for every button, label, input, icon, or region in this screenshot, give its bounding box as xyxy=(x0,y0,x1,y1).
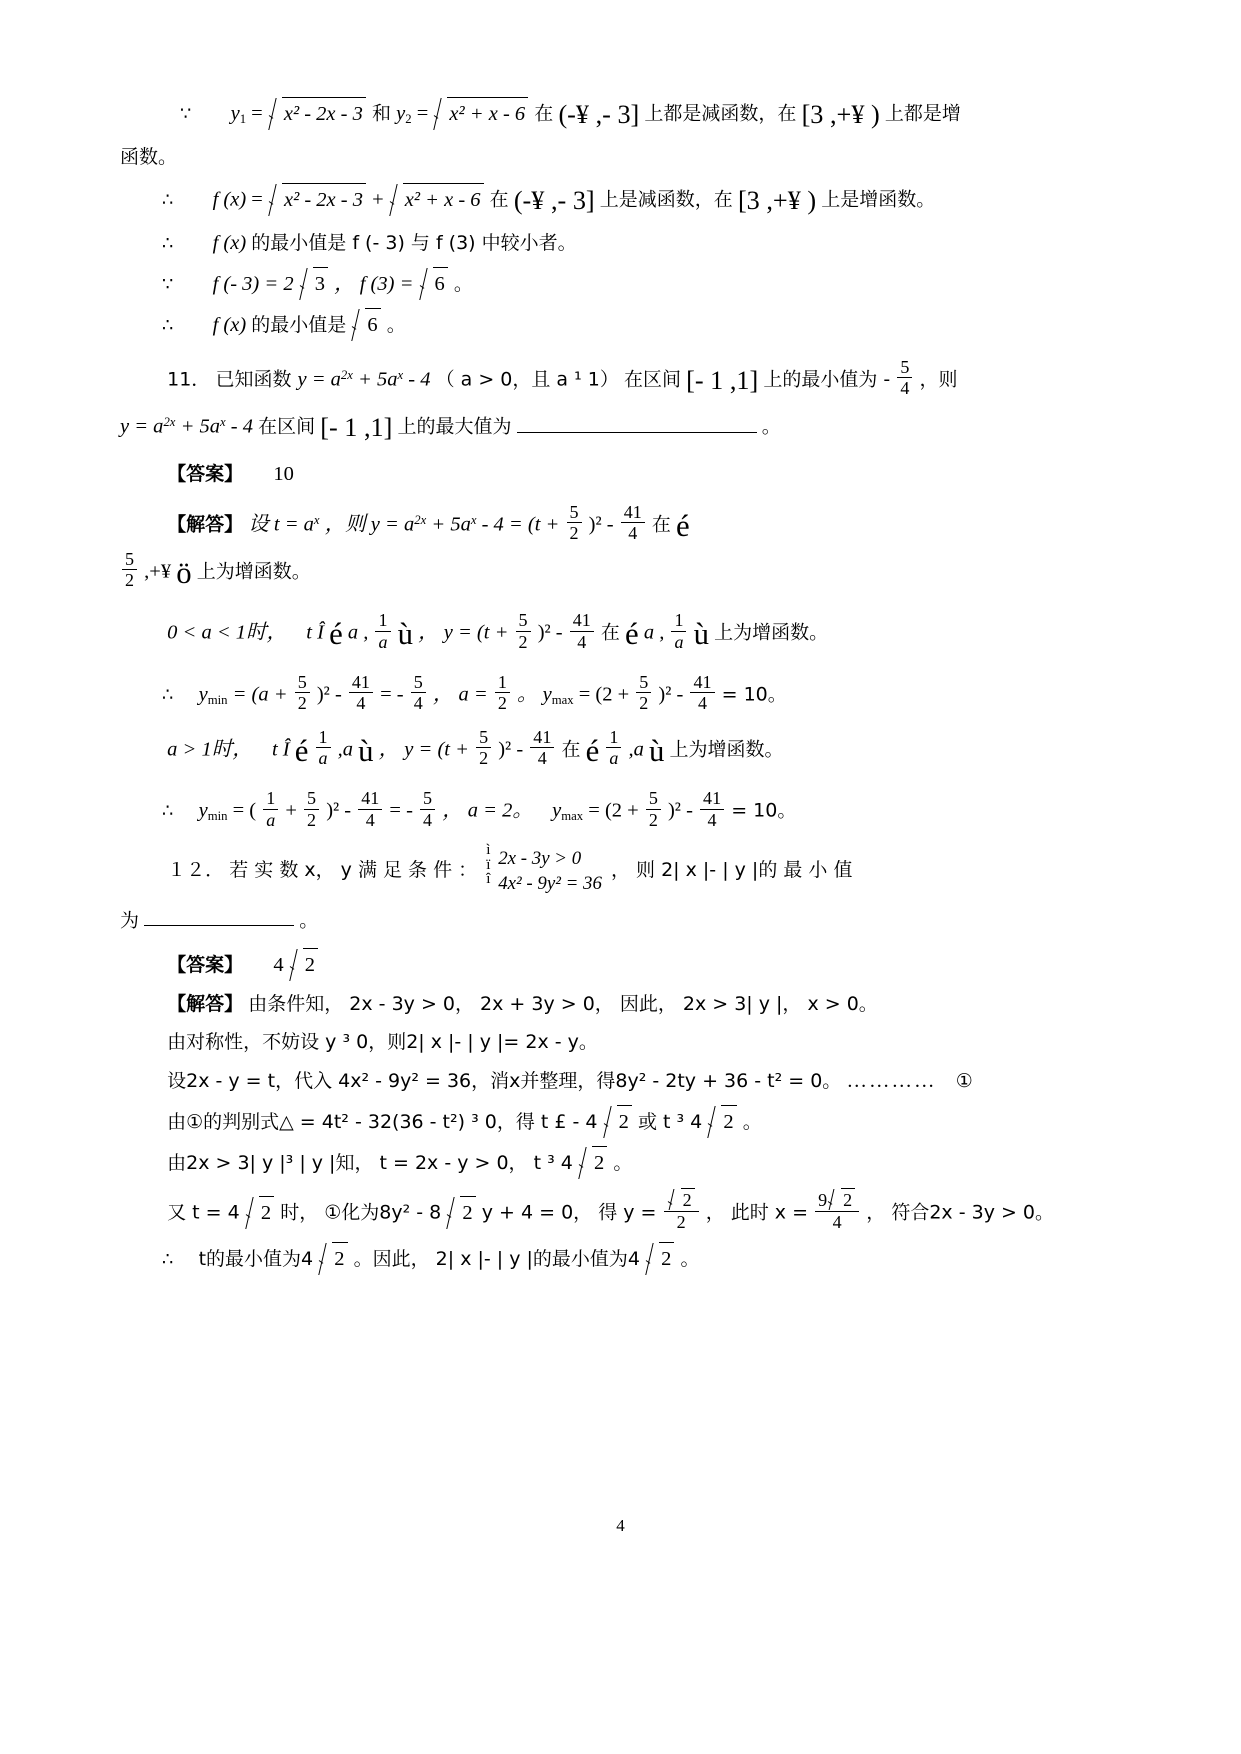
s3-f3d: 4 xyxy=(411,692,426,713)
s4-f1d: 2 xyxy=(476,747,491,768)
text-and: 和 xyxy=(371,102,391,125)
sol11-bracket-open: é xyxy=(676,509,690,544)
fx-3: f (x) xyxy=(212,313,247,336)
s2-a: 0 < a < 1时， xyxy=(167,622,288,645)
sol12-line-4-c: 。 xyxy=(742,1110,762,1133)
radical-12 xyxy=(246,1196,274,1229)
s4-c: ， y = (t + xyxy=(378,738,469,761)
s4-bracket-close: ù xyxy=(358,734,374,769)
sol11-b: ，则 y = a xyxy=(324,513,415,536)
s2-frac-1 xyxy=(516,610,531,651)
s3-f6n: 41 xyxy=(693,671,712,692)
radicand-8: 2 xyxy=(303,948,318,981)
interval-4: [3 ,+¥ ) xyxy=(737,186,817,216)
s5-frac-3 xyxy=(420,788,435,829)
therefore-symbol-2: ∴ xyxy=(162,233,174,255)
radical-9 xyxy=(604,1105,632,1138)
q11-answer-blank[interactable] xyxy=(517,411,757,433)
s5-frac-0 xyxy=(263,788,278,829)
q12-text-1: 若 实 数 x， y 满 足 条 件 ： xyxy=(229,858,478,881)
sub-2: 2 xyxy=(405,112,412,127)
s3-c: )² - xyxy=(316,683,342,706)
sol12-line-5-b: 。 xyxy=(613,1151,633,1174)
var-y2: y xyxy=(396,102,406,125)
s4-b: t Î xyxy=(271,738,290,761)
s3-frac-4 xyxy=(495,672,510,713)
solution-11-line-2 xyxy=(120,610,1121,657)
s3-frac-2 xyxy=(349,672,373,713)
s5-f2d: 4 xyxy=(358,809,382,830)
s4-f: 上为增函数。 xyxy=(669,738,784,761)
radicand-13: 2 xyxy=(460,1196,475,1229)
q11-text-2: 在区间 xyxy=(623,368,681,391)
s3-e: ， a = xyxy=(432,683,488,706)
radical-1 xyxy=(269,97,366,130)
sol11-frac-3 xyxy=(122,549,137,590)
q11b-text-2: 上的最大值为 xyxy=(397,415,512,438)
sol11-f: 在 xyxy=(651,513,671,536)
s3-f: 。 y xyxy=(516,683,552,706)
answer-12 xyxy=(120,948,1121,981)
question-12-line-1 xyxy=(120,846,1121,897)
s5-g: y xyxy=(552,799,562,822)
radical-2 xyxy=(434,97,528,130)
s2-b: t Î xyxy=(306,622,324,645)
radical-10 xyxy=(708,1105,736,1138)
interval-3: (-¥ ,- 3] xyxy=(513,186,595,216)
therefore-symbol-5: ∴ xyxy=(162,800,174,822)
radicand-11: 2 xyxy=(592,1146,607,1179)
s5-j: = 10。 xyxy=(731,799,797,822)
s5-f5n: 5 xyxy=(648,788,658,809)
s5-f: ， a = 2。 xyxy=(442,799,533,822)
s2-f2d: 4 xyxy=(570,631,594,652)
radical-6 xyxy=(420,267,448,300)
s4-in2: ,a xyxy=(337,738,354,761)
solution-11-label: 【解答】 xyxy=(167,513,244,536)
radicand-12: 2 xyxy=(259,1196,274,1229)
s5-frac-5 xyxy=(646,788,661,829)
s5-h: = (2 + xyxy=(588,799,639,822)
s3-a: y xyxy=(198,683,208,706)
s5-f1n: 5 xyxy=(307,788,317,809)
answer-11-label: 【答案】 xyxy=(167,463,244,486)
q12-sys-row-1: ì ï î 2x - 3y > 0 xyxy=(498,847,582,869)
therefore-symbol-1: ∴ xyxy=(162,189,174,211)
proof-line-3 xyxy=(120,181,1121,220)
q11b-period: 。 xyxy=(761,415,781,438)
q12-sys-row-2: 4x² - 9y² = 36 xyxy=(498,873,602,895)
sol11-bracket-close: ö xyxy=(176,556,192,591)
s4-in1d: a xyxy=(316,747,331,768)
equals-1: = xyxy=(251,102,263,125)
sol11-frac-2 xyxy=(621,502,645,543)
solution-12-line-6 xyxy=(120,1188,1121,1231)
period-1: 。 xyxy=(453,273,473,296)
sol12-line-2-text: 由对称性，不妨设 y ³ 0，则2| x |- | y |= 2x - y。 xyxy=(167,1031,598,1054)
solution-12-line-7 xyxy=(120,1242,1121,1275)
text-increasing-2: 上是增函数。 xyxy=(821,188,936,211)
s5-c: + xyxy=(285,799,297,822)
s3-f1d: 2 xyxy=(295,692,310,713)
sol12-frac-2 xyxy=(815,1188,859,1231)
solution-12-line-1 xyxy=(120,989,1121,1020)
answer-12-value: 4 xyxy=(273,953,284,976)
radicand-16: 2 xyxy=(332,1242,347,1275)
radicand-5: 3 xyxy=(313,267,328,300)
sol11-c: + 5a xyxy=(431,513,471,536)
s4-f2n: 41 xyxy=(533,727,552,748)
sol11-asup: x xyxy=(313,513,320,528)
sol12-dots: ………… xyxy=(846,1070,937,1093)
solution-11-line-4 xyxy=(120,727,1121,774)
q11b-expr-1: y = a xyxy=(120,415,164,438)
fx-1: f (x) xyxy=(212,188,247,211)
proof-line-2 xyxy=(120,142,1121,173)
radical-7 xyxy=(352,308,380,341)
fx-2: f (x) xyxy=(212,232,247,255)
sol12-line-6-a: 又 t = 4 xyxy=(167,1201,240,1224)
q11-interval: [- 1 ,1] xyxy=(686,365,759,395)
s5-f3d: 4 xyxy=(420,809,435,830)
s4-frac-1 xyxy=(476,727,491,768)
s4-e: 在 xyxy=(561,738,581,761)
text-decreasing-1: 上都是减函数，在 xyxy=(644,102,797,125)
s5-frac-6 xyxy=(700,788,724,829)
radical-16 xyxy=(319,1242,347,1275)
s2-bracket-open: é xyxy=(329,617,343,652)
s5-sub: min xyxy=(207,809,228,824)
sol12-line-4-a: 由①的判别式△ = 4t² - 32(36 - t²) ³ 0，得 t £ - 4 xyxy=(167,1110,598,1133)
q11-condition: （ a > 0，且 a ¹ 1） xyxy=(435,368,619,391)
equals-2: = xyxy=(416,102,429,125)
s2-bracket-open-2: é xyxy=(625,617,639,652)
sol11-f2d: 4 xyxy=(621,522,645,543)
question-11-number: 11． xyxy=(167,368,211,391)
solution-12-line-2 xyxy=(120,1027,1121,1058)
radical-13 xyxy=(447,1196,475,1229)
because-symbol: ∵ xyxy=(180,103,192,125)
plus-1: + xyxy=(372,188,384,211)
s2-f1d: 2 xyxy=(516,631,531,652)
sol12-line-5-a: 由2x > 3| y |³ | y |知， t = 2x - y > 0， t ³ 4 xyxy=(167,1151,573,1174)
s3-f5d: 2 xyxy=(636,692,651,713)
s3-f2d: 4 xyxy=(349,692,373,713)
s4-in2b: ,a xyxy=(628,738,644,761)
q11-text-3: 上的最小值为 - xyxy=(763,368,891,391)
s4-bracket-open-2: é xyxy=(585,734,600,769)
interval-2: [3 ,+¥ ) xyxy=(801,100,880,129)
s3-f6d: 4 xyxy=(690,692,714,713)
sol11-int-n: 5 xyxy=(125,549,135,570)
solution-12-line-3 xyxy=(120,1066,1121,1097)
s2-in1b: a , xyxy=(643,622,665,645)
sol11-d: - 4 = (t + xyxy=(481,513,560,536)
question-11-line-1 xyxy=(120,357,1121,400)
s2-f: 上为增函数。 xyxy=(714,622,829,645)
s4-d: )² - xyxy=(498,738,524,761)
s3-h: )² - xyxy=(658,683,684,706)
sol11-int-tail: ,+¥ xyxy=(144,560,172,583)
page-number: 4 xyxy=(616,1516,625,1535)
therefore-symbol-6: ∴ xyxy=(162,1248,174,1270)
radicand-6: 6 xyxy=(433,267,448,300)
s2-frac-inv-2 xyxy=(671,610,686,651)
radical-8 xyxy=(290,948,318,981)
q11-frac-num: 5 xyxy=(900,356,910,377)
answer-11-value: 10 xyxy=(273,463,294,486)
s3-d: = - xyxy=(380,683,404,706)
radical-15 xyxy=(828,1188,855,1210)
s5-i: )² - xyxy=(667,799,693,822)
radicand-1: x² - 2x - 3 xyxy=(282,97,366,130)
s3-f3n: 5 xyxy=(413,671,423,692)
s3-f4d: 2 xyxy=(495,692,510,713)
s3-frac-1 xyxy=(295,672,310,713)
radicand-4: x² + x - 6 xyxy=(403,183,484,216)
sol11-int-d: 2 xyxy=(122,569,137,590)
sol11-f2n: 41 xyxy=(623,502,642,523)
sol12-line-7-a: t的最小值为4 xyxy=(198,1247,314,1270)
q11-expr-2: + 5a xyxy=(358,368,398,391)
q11b-interval: [- 1 ,1] xyxy=(320,412,393,442)
sol12-line-6-d: ， 此时 x = xyxy=(705,1201,809,1224)
s5-f0d: a xyxy=(263,809,278,830)
proof-line-1 xyxy=(120,95,1121,134)
solution-12-line-4 xyxy=(120,1105,1121,1138)
sol11-f1d: 2 xyxy=(567,522,582,543)
s2-in2db: a xyxy=(671,631,686,652)
therefore-symbol-3: ∴ xyxy=(162,314,174,336)
question-12-line-2 xyxy=(120,905,1121,936)
therefore-symbol-4: ∴ xyxy=(162,684,174,706)
s5-f1d: 2 xyxy=(304,809,319,830)
s5-b: = ( xyxy=(232,799,257,822)
sol12-frac-2-coef: 9 xyxy=(818,1190,828,1211)
q12-text-3: 为 xyxy=(120,909,140,932)
question-12-number: １２． xyxy=(167,858,225,881)
q11-fraction xyxy=(897,357,912,398)
sol12-line-7-b: 。因此， 2| x |- | y |的最小值为4 xyxy=(353,1247,640,1270)
f-3: ， f (3) = xyxy=(334,273,414,296)
s2-f2n: 41 xyxy=(572,610,591,631)
solution-11-line-3 xyxy=(120,672,1121,713)
sub-1: 1 xyxy=(239,112,247,127)
solution-11-line-1 xyxy=(120,502,1121,596)
solution-12-line-5 xyxy=(120,1146,1121,1179)
s2-f1n: 5 xyxy=(518,610,528,631)
s5-d: )² - xyxy=(326,799,352,822)
q11-text-4: ，则 xyxy=(919,368,958,391)
interval-1: (-¥ ,- 3] xyxy=(558,100,640,129)
sol12-frac-2-den: 4 xyxy=(815,1211,859,1232)
period-2: 。 xyxy=(386,313,406,336)
q11b-text-1: 在区间 xyxy=(258,415,316,438)
text-increasing-1: 上都是增 xyxy=(884,102,961,125)
s4-in1db: a xyxy=(606,747,621,768)
radicand-17: 2 xyxy=(659,1242,674,1275)
s4-in1nb: 1 xyxy=(609,727,619,748)
text-min-is: 的最小值是 xyxy=(251,313,347,336)
s3-sub2: max xyxy=(551,692,574,707)
s4-f1n: 5 xyxy=(479,727,489,748)
q12-system xyxy=(486,846,602,897)
radical-14 xyxy=(668,1188,695,1210)
var-y1: y xyxy=(230,102,240,125)
s5-f6d: 4 xyxy=(700,809,724,830)
radicand-7: 6 xyxy=(365,308,380,341)
q12-text-2: ， 则 2| x |- | y |的 最 小 值 xyxy=(611,858,853,881)
s2-bracket-close: ù xyxy=(397,617,413,652)
solution-12-label: 【解答】 xyxy=(167,992,244,1015)
sol11-f1n: 5 xyxy=(569,502,579,523)
radical-17 xyxy=(646,1242,674,1275)
solution-11-line-5 xyxy=(120,788,1121,829)
s4-bracket-open: é xyxy=(294,734,309,769)
text-zai-2: 在 xyxy=(489,188,509,211)
s2-in2nb: 1 xyxy=(674,610,684,631)
sol12-frac-1-num xyxy=(664,1188,699,1210)
sol12-line-6-c: y + 4 = 0， 得 y = xyxy=(481,1201,657,1224)
text-decreasing-2: 上是减函数，在 xyxy=(599,188,733,211)
s3-b: = (a + xyxy=(232,683,288,706)
s4-f2d: 4 xyxy=(530,747,554,768)
radical-3 xyxy=(269,183,366,216)
q11b-expr-3: - 4 xyxy=(230,415,253,438)
s5-frac-1 xyxy=(304,788,319,829)
sol12-line-6-b: 时， ①化为8y² - 8 xyxy=(280,1201,442,1224)
s5-frac-2 xyxy=(358,788,382,829)
radicand-15: 2 xyxy=(841,1188,855,1210)
s4-bracket-close-2: ù xyxy=(649,734,665,769)
proof-line-6 xyxy=(120,308,1121,341)
q12-period: 。 xyxy=(299,909,319,932)
s3-f1n: 5 xyxy=(297,671,307,692)
sol12-line-6-e: ， 符合2x - 3y > 0。 xyxy=(866,1201,1055,1224)
s3-f4n: 1 xyxy=(497,671,507,692)
answer-11 xyxy=(120,459,1121,490)
radicand-3: x² - 2x - 3 xyxy=(282,183,366,216)
s2-in1: a , xyxy=(347,622,369,645)
q11-sup-2: x xyxy=(397,367,404,382)
q11-expr-3: - 4 xyxy=(408,368,431,391)
s4-in1n: 1 xyxy=(318,727,328,748)
because-symbol-2: ∵ xyxy=(162,274,174,296)
q11b-sup-2: x xyxy=(220,414,226,429)
s2-e: 在 xyxy=(600,622,620,645)
s4-frac-inv xyxy=(316,727,331,768)
s4-frac-2 xyxy=(530,727,554,768)
s5-f5d: 2 xyxy=(646,809,661,830)
s3-frac-5 xyxy=(636,672,651,713)
sol12-line-3-text: 设2x - y = t，代入 4x² - 9y² = 36，消x并整理，得8y² - 2ty + 36 - t² = 0。 xyxy=(167,1070,842,1093)
text-min-smaller: 的最小值是 f (- 3) 与 f (3) 中较小者。 xyxy=(251,232,577,255)
sol12-line-1-text: 由条件知， 2x - 3y > 0， 2x + 3y > 0， 因此， 2x > 3| y |， x > 0。 xyxy=(248,992,878,1015)
s2-d: )² - xyxy=(537,622,563,645)
equals-3: = xyxy=(251,188,263,211)
sol12-line-7-c: 。 xyxy=(680,1247,700,1270)
proof-line-4 xyxy=(120,228,1121,259)
q11-sup-1: 2x xyxy=(340,367,353,382)
q11b-sup-1: 2x xyxy=(163,414,176,429)
s3-i: = 10。 xyxy=(721,683,787,706)
sol12-marker-1: ① xyxy=(955,1070,973,1093)
s5-sub2: max xyxy=(561,809,584,824)
s2-in2n: 1 xyxy=(378,610,388,631)
sol11-g: 上为增函数。 xyxy=(196,560,311,583)
s5-f6n: 41 xyxy=(703,788,722,809)
s4-a: a > 1时， xyxy=(167,738,253,761)
proof-line-5 xyxy=(120,267,1121,300)
sol11-csup: x xyxy=(470,513,477,528)
s2-frac-2 xyxy=(570,610,594,651)
s3-sub: min xyxy=(207,692,228,707)
q11-frac-den: 4 xyxy=(897,377,912,398)
s3-g: = (2 + xyxy=(578,683,630,706)
sol12-frac-1-den: 2 xyxy=(664,1211,699,1232)
s4-frac-inv-2 xyxy=(606,727,621,768)
q11-text-1: 已知函数 xyxy=(215,368,298,391)
s2-c: ， y = (t + xyxy=(418,622,509,645)
s2-in2d: a xyxy=(375,631,390,652)
s2-bracket-close-2: ù xyxy=(693,617,709,652)
radicand-10: 2 xyxy=(721,1105,736,1138)
s2-frac-inv xyxy=(375,610,390,651)
answer-12-label: 【答案】 xyxy=(167,953,244,976)
question-11-line-2 xyxy=(120,408,1121,447)
f-minus3: f (- 3) = 2 xyxy=(212,273,294,296)
q11b-expr-2: + 5a xyxy=(180,415,221,438)
s3-frac-3 xyxy=(411,672,426,713)
radical-5 xyxy=(300,267,328,300)
s5-f3n: 5 xyxy=(423,788,433,809)
text-function-end: 函数。 xyxy=(120,146,178,169)
sol11-e: )² - xyxy=(588,513,614,536)
radicand-14: 2 xyxy=(681,1188,695,1210)
s3-f5n: 5 xyxy=(639,671,649,692)
sol12-frac-2-num xyxy=(815,1188,859,1210)
s3-frac-6 xyxy=(690,672,714,713)
sol11-a: 设 t = a xyxy=(248,513,314,536)
sol11-frac-1 xyxy=(567,502,582,543)
sol11-bsup: 2x xyxy=(414,513,427,528)
s5-f2n: 41 xyxy=(361,788,380,809)
s5-f0n: 1 xyxy=(266,788,276,809)
q11-expr-1: y = a xyxy=(297,368,341,391)
s5-e: = - xyxy=(389,799,413,822)
radical-4 xyxy=(390,183,484,216)
radical-11 xyxy=(579,1146,607,1179)
q12-answer-blank[interactable] xyxy=(144,905,294,927)
s5-a: y xyxy=(198,799,208,822)
s3-f2n: 41 xyxy=(351,671,370,692)
radicand-9: 2 xyxy=(617,1105,632,1138)
text-zai-1: 在 xyxy=(534,102,554,125)
sol12-line-4-b: 或 t ³ 4 xyxy=(637,1110,703,1133)
radicand-2: x² + x - 6 xyxy=(447,97,528,130)
sol12-frac-1 xyxy=(664,1188,699,1231)
